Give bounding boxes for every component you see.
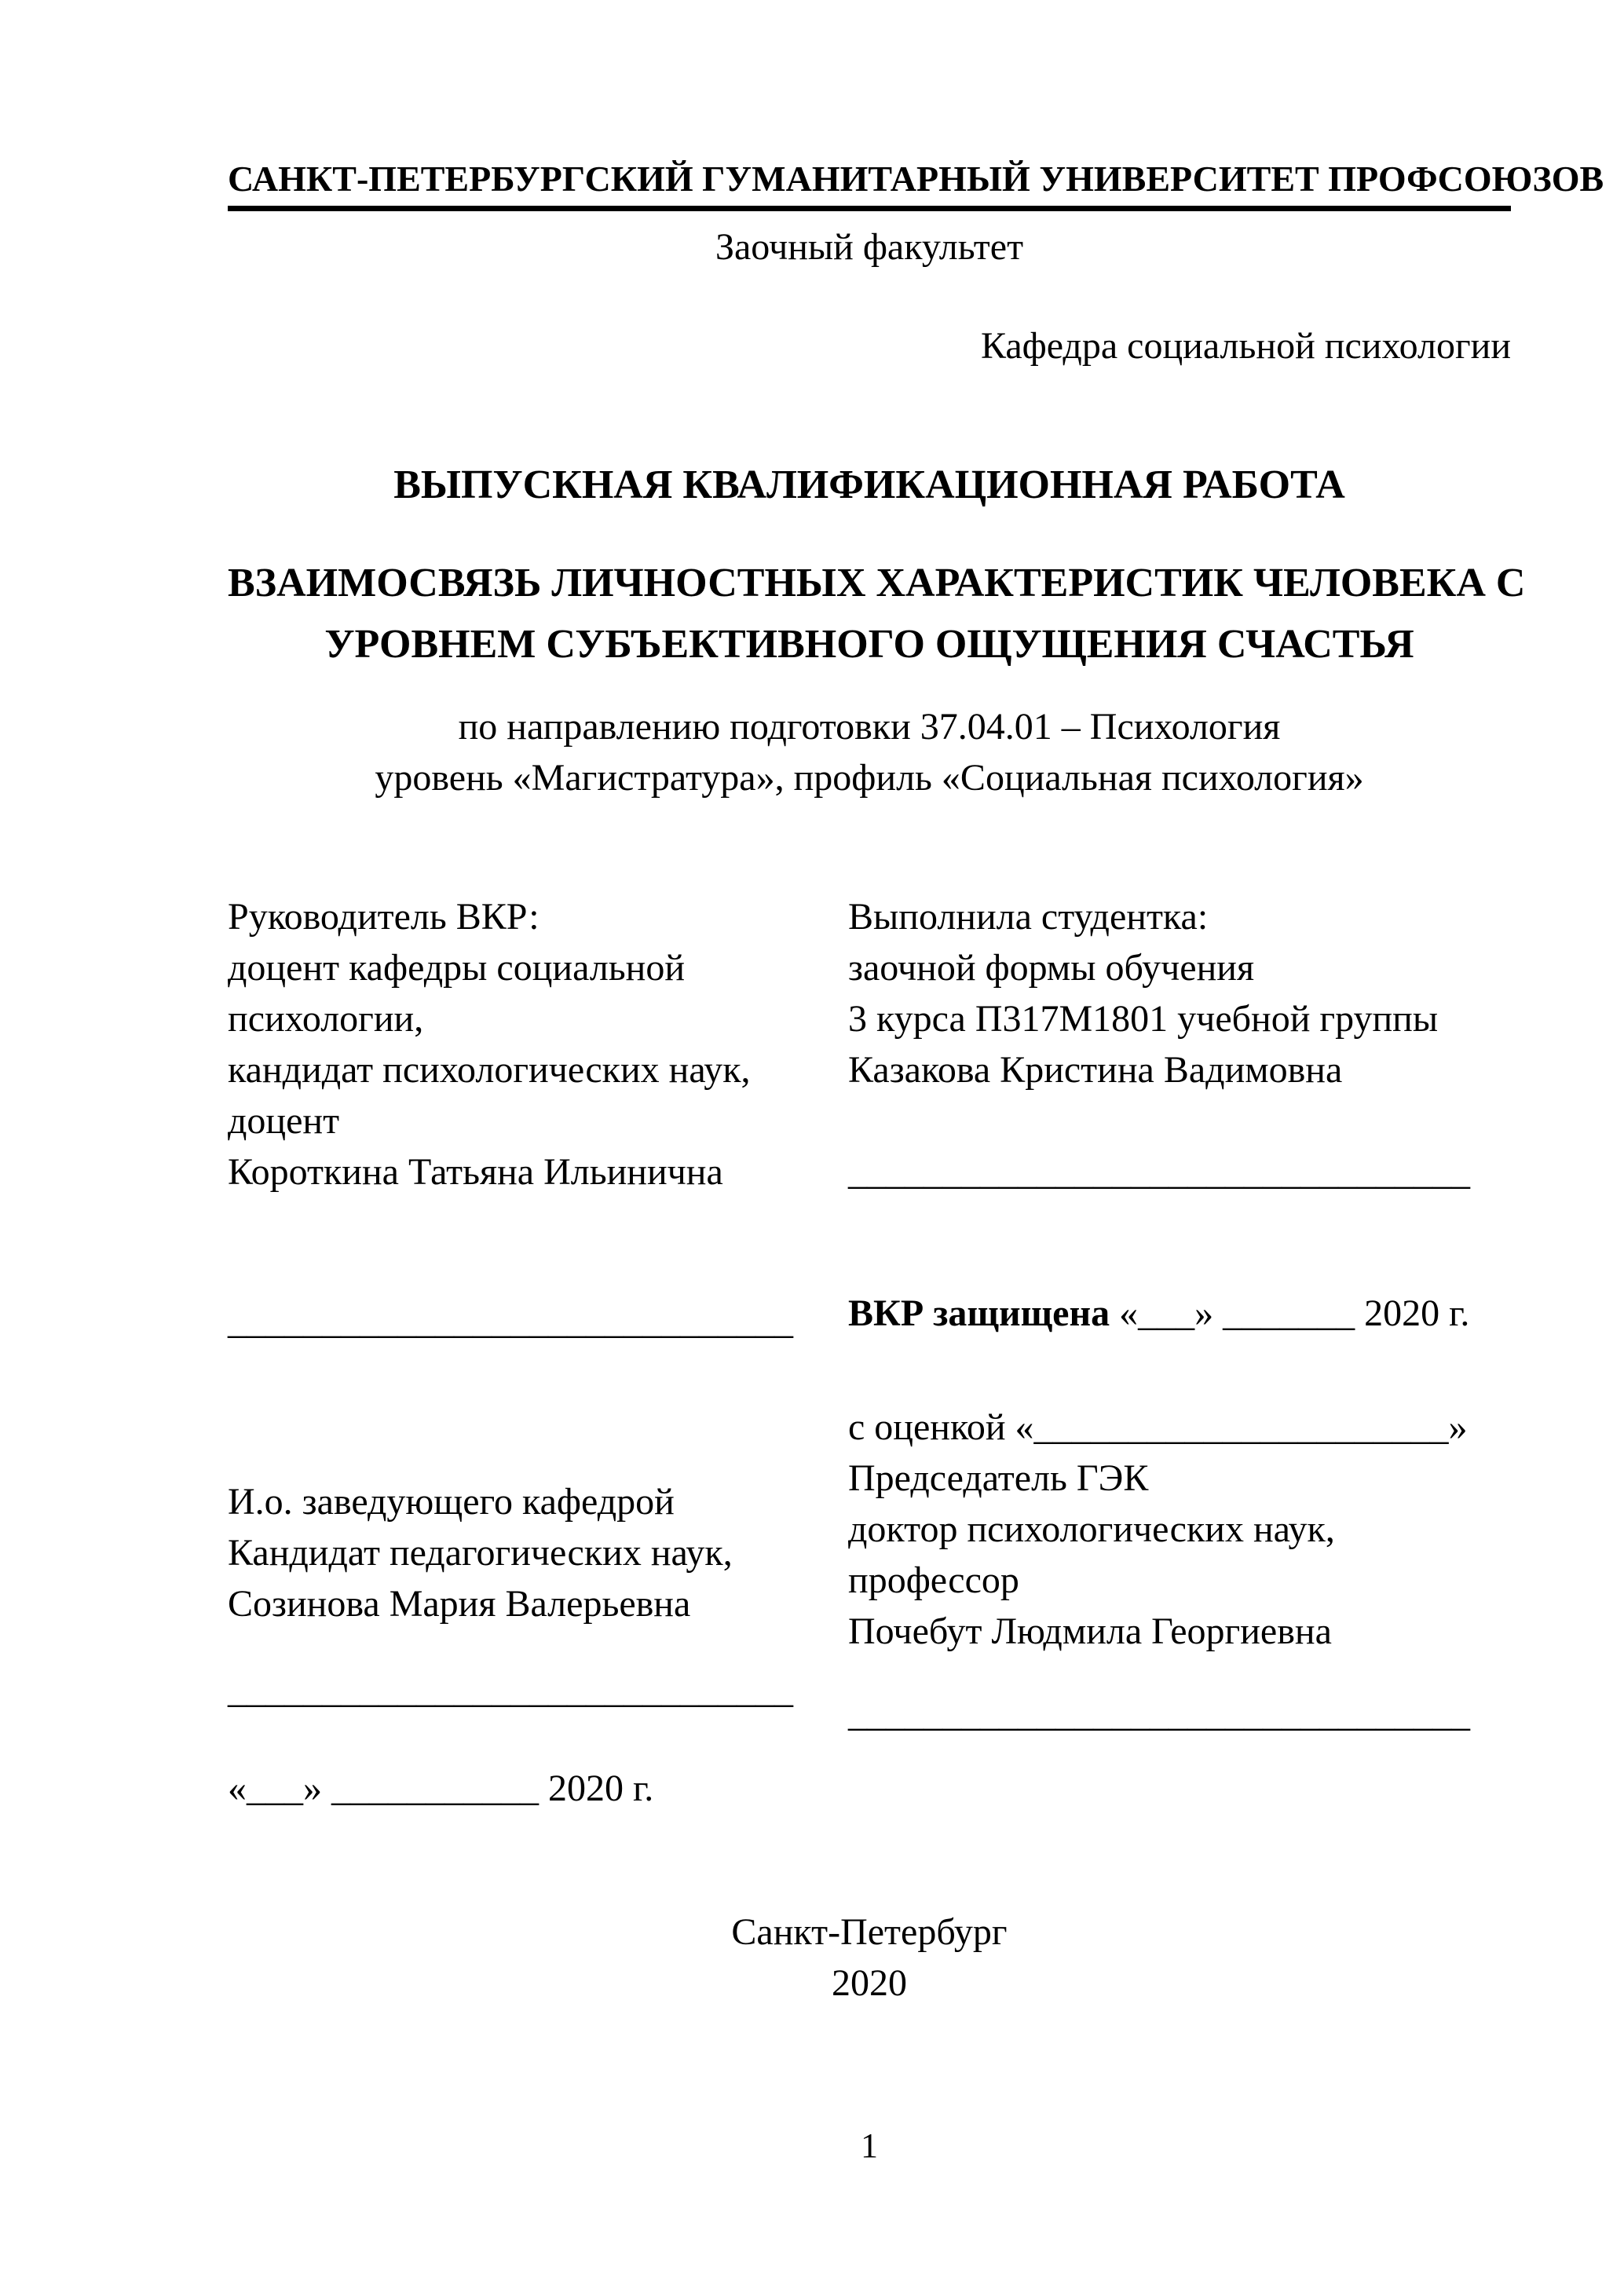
head-signature-line: ______________________________ [228,1669,793,1711]
student-group-line: 3 курса П317М1801 учебной группы [848,998,1439,1040]
defense-date-line [848,1288,1511,1339]
student-signature-line: _________________________________ [848,1151,1470,1193]
program-direction-line: по направлению подготовки 37.04.01 – Психология [458,706,1281,748]
chair-name: Почебут Людмила Георгиевна [848,1610,1332,1652]
head-role-label: И.о. заведующего кафедрой [228,1481,675,1523]
advisor-position-line-1: доцент кафедры социальной [228,947,686,989]
footer-city-year [228,1907,1511,2009]
university-header: САНКТ-ПЕТЕРБУРГСКИЙ ГУМАНИТАРНЫЙ УНИВЕРСИТЕТ ПРОФСОЮЗОВ [228,157,1511,211]
advisor-rank-line: доцент [228,1100,340,1142]
advisor-degree-line: кандидат психологических наук, [228,1049,751,1091]
advisor-signature-line: ______________________________ [228,1300,793,1342]
chair-rank-line: профессор [848,1559,1019,1601]
chair-signature-line: _________________________________ [848,1693,1470,1735]
head-date-line: «___» ___________ 2020 г. [228,1768,654,1809]
defense-date-blanks: «___» _______ 2020 г. [1110,1292,1470,1334]
program-level-line: уровень «Магистратура», профиль «Социальная психология» [375,757,1364,799]
advisor-block [228,891,848,1197]
head-degree-line: Кандидат педагогических наук, [228,1532,733,1574]
grade-line: с оценкой «______________________» [848,1406,1468,1448]
footer-city: Санкт-Петербург [731,1911,1008,1953]
chair-degree-line: доктор психологических наук, [848,1508,1335,1550]
defense-label: ВКР защищена [848,1292,1110,1334]
student-study-form-line: заочной формы обучения [848,947,1255,989]
page-number: 1 [861,2126,878,2165]
advisor-position-line-2: психологии, [228,998,424,1040]
department-head-block [228,1476,848,1629]
advisor-name: Короткина Татьяна Ильинична [228,1151,723,1193]
program-info [228,701,1511,803]
head-name: Созинова Мария Валерьевна [228,1583,691,1625]
department-line: Кафедра социальной психологии [980,325,1511,367]
advisor-role-label: Руководитель ВКР: [228,896,540,938]
student-name: Казакова Кристина Вадимовна [848,1049,1343,1091]
thesis-title-line-1: ВЗАИМОСВЯЗЬ ЛИЧНОСТНЫХ ХАРАКТЕРИСТИК ЧЕЛОВЕКА С [228,561,1526,605]
thesis-title-line-2: УРОВНЕМ СУБЪЕКТИВНОГО ОЩУЩЕНИЯ СЧАСТЬЯ [324,622,1414,667]
grade-and-chair-block [848,1402,1511,1657]
footer-year: 2020 [832,1962,907,2004]
thesis-title [228,553,1526,675]
student-role-label: Выполнила студентка: [848,896,1209,938]
faculty-line: Заочный факультет [715,226,1024,268]
student-block [848,891,1511,1095]
chair-role-label: Председатель ГЭК [848,1457,1149,1499]
work-type-heading: ВЫПУСКНАЯ КВАЛИФИКАЦИОННАЯ РАБОТА [393,462,1345,507]
